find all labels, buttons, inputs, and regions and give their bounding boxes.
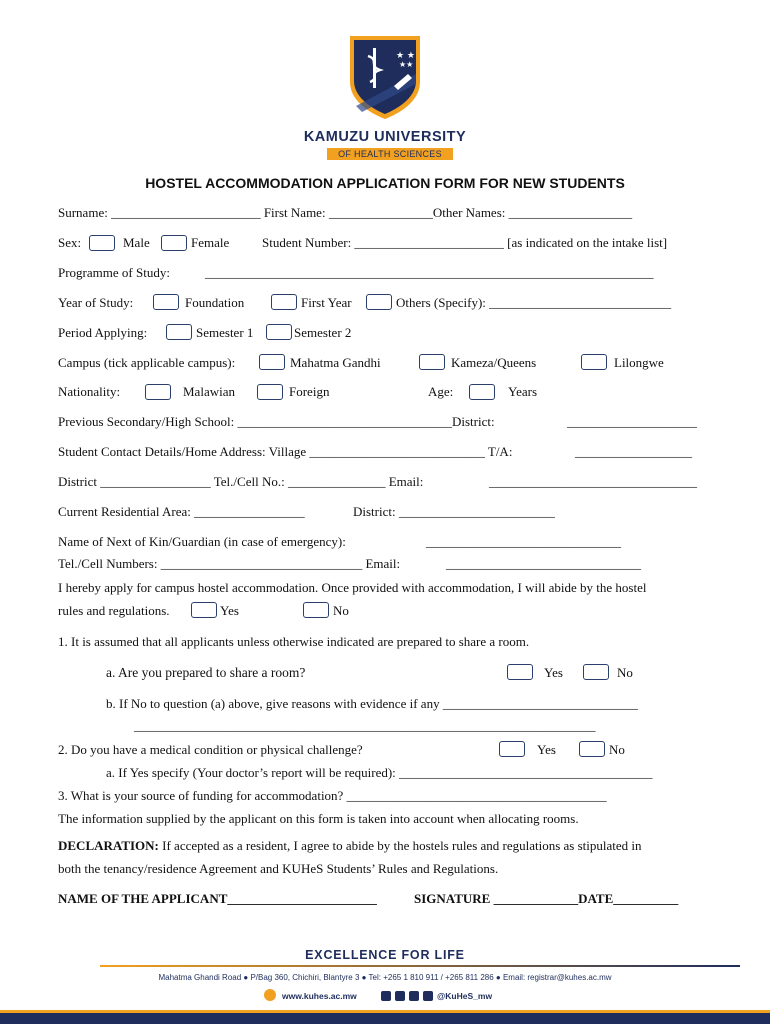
- apply-no-label: No: [333, 603, 349, 618]
- male-checkbox[interactable]: [89, 235, 115, 251]
- question-1b-line[interactable]: _______________________________________________________________________: [134, 718, 596, 733]
- student-number-field[interactable]: Student Number: _______________________ [as indicated on the intake list]: [262, 235, 668, 250]
- female-checkbox[interactable]: [161, 235, 187, 251]
- footer-bar: [0, 1013, 770, 1024]
- foreign-checkbox[interactable]: [257, 384, 283, 400]
- foundation-checkbox[interactable]: [153, 294, 179, 310]
- first-year-checkbox[interactable]: [271, 294, 297, 310]
- years-label: Years: [508, 384, 538, 399]
- semester1-label: Semester 1: [196, 325, 254, 340]
- previous-school-field[interactable]: Previous Secondary/High School: _________________________________District:: [58, 414, 495, 429]
- linkedin-icon[interactable]: [423, 991, 433, 1001]
- q1a-yes-checkbox[interactable]: [507, 664, 533, 680]
- q2-no-checkbox[interactable]: [579, 741, 605, 757]
- q2-no-label: No: [609, 742, 625, 757]
- ta-field[interactable]: __________________: [575, 444, 692, 459]
- campus-label: Campus (tick applicable campus):: [58, 355, 236, 370]
- apply-yes-checkbox[interactable]: [191, 602, 217, 618]
- programme-label: Programme of Study:: [58, 265, 170, 280]
- q1a-no-label: No: [617, 665, 633, 680]
- footer-divider: [100, 965, 740, 967]
- foundation-label: Foundation: [185, 295, 245, 310]
- facebook-icon[interactable]: [381, 991, 391, 1001]
- female-label: Female: [191, 235, 230, 250]
- lilongwe-checkbox[interactable]: [581, 354, 607, 370]
- kin-tel-field[interactable]: Tel./Cell Numbers: _______________________________ Email:: [58, 556, 401, 571]
- declaration: [58, 838, 642, 854]
- declaration-text-cont: both the tenancy/residence Agreement and KUHeS Students’ Rules and Regulations.: [58, 861, 499, 876]
- globe-icon: [264, 989, 276, 1001]
- instagram-icon[interactable]: [409, 991, 419, 1001]
- semester2-label: Semester 2: [294, 325, 352, 340]
- university-subtitle: OF HEALTH SCIENCES: [327, 148, 453, 160]
- info-statement: The information supplied by the applicant on this form is taken into account when allocating rooms.: [58, 811, 579, 826]
- signature-date-field[interactable]: SIGNATURE _____________DATE__________: [414, 891, 679, 906]
- programme-field[interactable]: _____________________________________________________________________: [205, 265, 654, 280]
- question-3-field[interactable]: 3. What is your source of funding for accommodation? ________________________________________: [58, 788, 607, 803]
- semester1-checkbox[interactable]: [166, 324, 192, 340]
- kameza-queens-checkbox[interactable]: [419, 354, 445, 370]
- malawian-checkbox[interactable]: [145, 384, 171, 400]
- residential-area-field[interactable]: Current Residential Area: _________________: [58, 504, 305, 519]
- declaration-text: If accepted as a resident, I agree to abide by the hostels rules and regulations as stipulated in: [158, 838, 642, 853]
- q2-yes-label: Yes: [537, 742, 556, 757]
- applicant-name-field[interactable]: NAME OF THE APPLICANT_______________________: [58, 891, 377, 906]
- mahatma-gandhi-label: Mahatma Gandhi: [290, 355, 381, 370]
- question-1: 1. It is assumed that all applicants unless otherwise indicated are prepared to share a room.: [58, 634, 530, 649]
- previous-school-district-field[interactable]: ____________________: [567, 414, 697, 429]
- svg-text:★★: ★★: [399, 60, 414, 69]
- age-input[interactable]: [469, 384, 495, 400]
- question-1b-field[interactable]: b. If No to question (a) above, give reasons with evidence if any ______________________________: [106, 696, 638, 711]
- semester2-checkbox[interactable]: [266, 324, 292, 340]
- declaration-label: DECLARATION:: [58, 838, 159, 853]
- others-specify-field[interactable]: Others (Specify): ____________________________: [396, 295, 672, 310]
- sex-label: Sex:: [58, 235, 82, 250]
- apply-no-checkbox[interactable]: [303, 602, 329, 618]
- university-name: KAMUZU UNIVERSITY: [303, 129, 467, 145]
- footer-address: Mahatma Ghandi Road ● P/Bag 360, Chichiri, Blantyre 3 ● Tel: +265 1 810 911 / +265 811 286 ● Email: registrar@kuhes.ac.mw: [158, 973, 612, 982]
- year-of-study-label: Year of Study:: [58, 295, 134, 310]
- foreign-label: Foreign: [289, 384, 330, 399]
- q1a-no-checkbox[interactable]: [583, 664, 609, 680]
- residential-district-field[interactable]: District: ________________________: [353, 504, 555, 519]
- question-2: 2. Do you have a medical condition or physical challenge?: [58, 742, 363, 757]
- male-label: Male: [123, 235, 150, 250]
- next-of-kin-label: Name of Next of Kin/Guardian (in case of emergency):: [58, 534, 346, 549]
- twitter-icon[interactable]: [395, 991, 405, 1001]
- kin-email-field[interactable]: ______________________________: [446, 556, 641, 571]
- period-applying-label: Period Applying:: [58, 325, 148, 340]
- mahatma-gandhi-checkbox[interactable]: [259, 354, 285, 370]
- apply-statement: I hereby apply for campus hostel accommodation. Once provided with accommodation, I will abide by the hostel: [58, 580, 647, 595]
- age-label: Age:: [428, 384, 454, 399]
- form-title: HOSTEL ACCOMMODATION APPLICATION FORM FOR NEW STUDENTS: [145, 175, 625, 191]
- footer-motto: EXCELLENCE FOR LIFE: [305, 948, 465, 962]
- apply-statement-cont: rules and regulations.: [58, 603, 170, 618]
- email-field[interactable]: ________________________________: [489, 474, 697, 489]
- district-tel-field[interactable]: District _________________ Tel./Cell No.: _______________ Email:: [58, 474, 424, 489]
- lilongwe-label: Lilongwe: [614, 355, 664, 370]
- others-checkbox[interactable]: [366, 294, 392, 310]
- kameza-queens-label: Kameza/Queens: [451, 355, 537, 370]
- malawian-label: Malawian: [183, 384, 235, 399]
- next-of-kin-field[interactable]: ______________________________: [426, 534, 621, 549]
- question-2a-field[interactable]: a. If Yes specify (Your doctor’s report will be required): _______________________________________: [106, 765, 653, 780]
- question-1a: a. Are you prepared to share a room?: [106, 665, 306, 680]
- footer-website-link[interactable]: www.kuhes.ac.mw: [282, 991, 357, 1001]
- q2-yes-checkbox[interactable]: [499, 741, 525, 757]
- svg-text:★ ★: ★ ★: [396, 51, 415, 61]
- footer-social-handle[interactable]: @KuHeS_mw: [437, 991, 493, 1001]
- university-shield-logo: [346, 34, 424, 120]
- name-fields-row[interactable]: Surname: _______________________ First Name: ________________Other Names: ___________________: [58, 205, 633, 220]
- apply-yes-label: Yes: [220, 603, 239, 618]
- q1a-yes-label: Yes: [544, 665, 563, 680]
- nationality-label: Nationality:: [58, 384, 121, 399]
- first-year-label: First Year: [301, 295, 352, 310]
- home-address-field[interactable]: Student Contact Details/Home Address: Village ___________________________ T/A:: [58, 444, 513, 459]
